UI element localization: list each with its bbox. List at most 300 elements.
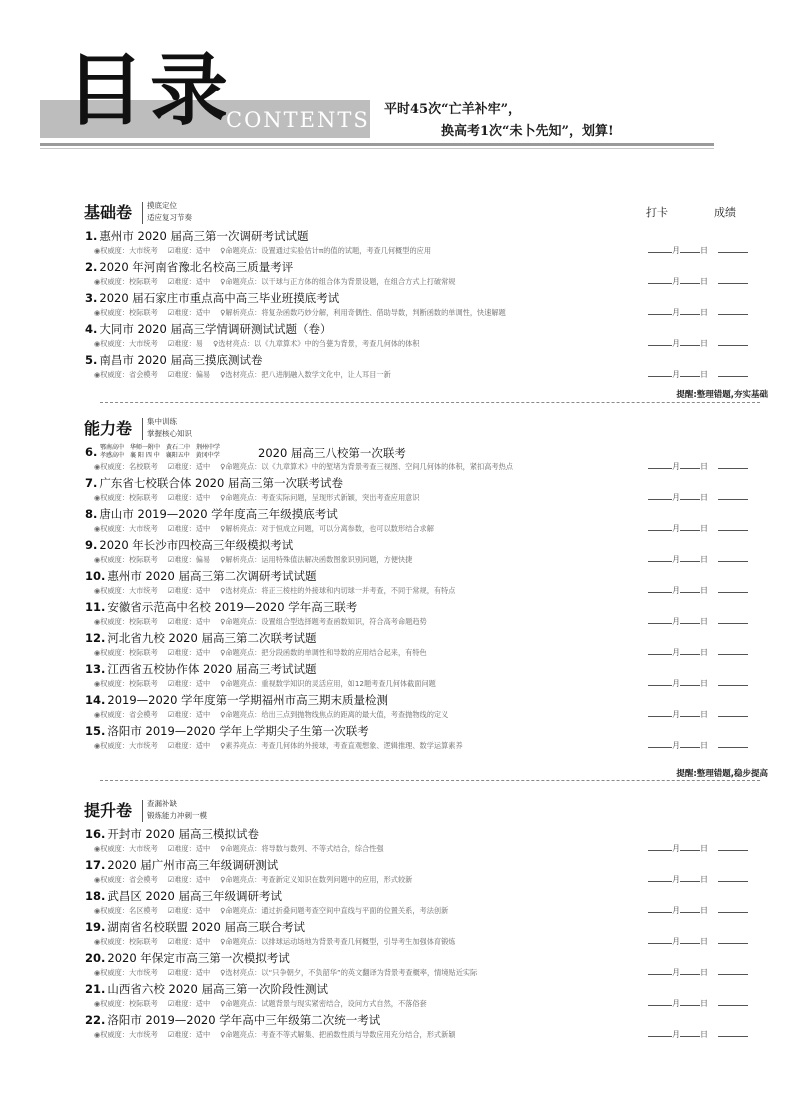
slogan-line-1: 平时45次“亡羊补牢”， <box>384 102 522 117</box>
month-blank[interactable] <box>648 842 672 851</box>
month-blank[interactable] <box>648 368 672 377</box>
authority-tag: ◉权威度：校际联考 <box>94 277 158 286</box>
authority-tag: ◉权威度：大市统考 <box>94 524 158 533</box>
day-label: 日 <box>700 875 708 884</box>
list-item <box>80 826 760 857</box>
authority-tag: ◉权威度：大市统考 <box>94 844 158 853</box>
score-blank[interactable] <box>718 314 748 315</box>
checkin-date[interactable] <box>648 306 708 318</box>
day-blank[interactable] <box>680 306 700 315</box>
highlight-tag: ♀选材亮点：把八进制融入数学文化中，让人耳目一新 <box>220 370 391 379</box>
score-blank[interactable] <box>718 850 748 851</box>
item-number: 19. <box>85 920 106 934</box>
item-title <box>85 600 357 615</box>
section-header <box>80 414 760 444</box>
day-blank[interactable] <box>680 935 700 944</box>
list-item <box>80 352 760 383</box>
score-blank[interactable] <box>718 283 748 284</box>
highlight-tag: ♀命题亮点：以《九章算术》中的堑堵为背景考查三视图、空间几何体的体积，紧扣高考热点 <box>220 462 513 471</box>
day-blank[interactable] <box>680 708 700 717</box>
checkin-date[interactable] <box>648 739 708 751</box>
highlight-tag: ♀命题亮点：设置通过实验估计π的值的试题，考查几何概型的应用 <box>220 246 432 255</box>
highlight-tag: ♀解析亮点：将复杂函数巧妙分解，利用奇偶性、借助导数，判断函数的单调性，快速解题 <box>220 308 506 317</box>
score-blank[interactable] <box>718 974 748 975</box>
authority-tag: ◉权威度：省会模考 <box>94 710 158 719</box>
difficulty-tag: ☑难度：偏易 <box>167 555 211 564</box>
item-title-text: 2019—2020 学年度第一学期福州市高三期末质量检测 <box>107 693 389 707</box>
score-blank[interactable] <box>718 912 748 913</box>
list-item <box>80 506 760 537</box>
month-blank[interactable] <box>648 491 672 500</box>
item-title-text: 安徽省示范高中名校 2019—2020 学年高三联考 <box>107 600 358 614</box>
section-bar <box>142 202 143 224</box>
day-blank[interactable] <box>680 615 700 624</box>
difficulty-tag: ☑难度：适中 <box>167 844 211 853</box>
difficulty-tag: ☑难度：适中 <box>167 937 211 946</box>
item-title-text: 2020 年保定市高三第一次模拟考试 <box>107 951 290 965</box>
checkin-date[interactable] <box>648 522 708 534</box>
section-desc-line: 锻炼能力冲刺一模 <box>147 811 207 820</box>
item-number: 5. <box>85 353 98 367</box>
day-blank[interactable] <box>680 368 700 377</box>
day-label: 日 <box>700 906 708 915</box>
item-number: 12. <box>85 631 106 645</box>
checkin-date[interactable] <box>648 646 708 658</box>
list-item <box>80 950 760 981</box>
score-blank[interactable] <box>718 1036 748 1037</box>
item-meta <box>94 555 422 565</box>
day-label: 日 <box>700 462 708 471</box>
month-blank[interactable] <box>648 904 672 913</box>
checkin-date[interactable] <box>648 275 708 287</box>
month-label: 月 <box>672 937 680 946</box>
section-title: 提升卷 <box>84 801 133 820</box>
item-title-text: 南昌市 2020 届高三摸底测试卷 <box>99 353 263 367</box>
list-item <box>80 857 760 888</box>
section-divider <box>100 780 760 781</box>
checkin-date[interactable] <box>648 966 708 978</box>
month-blank[interactable] <box>648 935 672 944</box>
item-meta <box>94 1030 465 1040</box>
list-item <box>80 919 760 950</box>
item-title-text: 2020 届高三八校第一次联考 <box>258 446 406 460</box>
month-blank[interactable] <box>648 553 672 562</box>
item-meta <box>94 741 473 751</box>
item-title <box>85 1013 380 1028</box>
item-meta <box>94 875 422 885</box>
authority-tag: ◉权威度：名校联考 <box>94 462 158 471</box>
checkin-date[interactable] <box>648 842 708 854</box>
column-score: 成绩 <box>714 206 736 219</box>
checkin-date[interactable] <box>648 1028 708 1040</box>
difficulty-tag: ☑难度：适中 <box>167 999 211 1008</box>
month-blank[interactable] <box>648 1028 672 1037</box>
difficulty-tag: ☑难度：适中 <box>167 875 211 884</box>
difficulty-tag: ☑难度：易 <box>167 339 203 348</box>
difficulty-tag: ☑难度：适中 <box>167 586 211 595</box>
school-list <box>100 444 220 460</box>
month-label: 月 <box>672 586 680 595</box>
month-label: 月 <box>672 308 680 317</box>
item-title-text: 山西省六校 2020 届高三第一次阶段性测试 <box>107 982 328 996</box>
highlight-tag: ♀解析亮点：运用特殊值法解决函数图象识别问题，方便快捷 <box>220 555 413 564</box>
section-tip: 提醒:整理错题,稳步提高 <box>676 769 768 779</box>
day-label: 日 <box>700 968 708 977</box>
list-item <box>80 321 760 352</box>
item-title-text: 河北省九校 2020 届高三第二次联考试题 <box>107 631 317 645</box>
item-number: 14. <box>85 693 106 707</box>
day-label: 日 <box>700 710 708 719</box>
section-divider <box>100 402 760 403</box>
item-number: 1. <box>85 229 98 243</box>
item-title-text: 2020 年河南省豫北名校高三质量考评 <box>99 260 294 274</box>
authority-tag: ◉权威度：校际联考 <box>94 493 158 502</box>
item-title <box>85 229 308 244</box>
item-title <box>85 889 282 904</box>
month-label: 月 <box>672 875 680 884</box>
difficulty-tag: ☑难度：适中 <box>167 617 211 626</box>
item-meta <box>94 493 430 503</box>
day-label: 日 <box>700 937 708 946</box>
score-blank[interactable] <box>718 881 748 882</box>
checkin-date[interactable] <box>648 935 708 947</box>
day-label: 日 <box>700 277 708 286</box>
checkin-date[interactable] <box>648 368 708 380</box>
section-bar <box>142 418 143 440</box>
checkin-date[interactable] <box>648 997 708 1009</box>
authority-tag: ◉权威度：校际联考 <box>94 999 158 1008</box>
section-header <box>80 198 760 228</box>
score-blank[interactable] <box>718 252 748 253</box>
authority-tag: ◉权威度：校际联考 <box>94 937 158 946</box>
month-blank[interactable] <box>648 708 672 717</box>
header-rule <box>40 143 714 146</box>
checkin-date[interactable] <box>648 708 708 720</box>
item-title <box>85 662 316 677</box>
item-number: 7. <box>85 476 98 490</box>
score-blank[interactable] <box>718 468 748 469</box>
list-item <box>80 537 760 568</box>
item-meta <box>94 462 523 472</box>
month-blank[interactable] <box>648 337 672 346</box>
highlight-tag: ♀命题亮点：通过折叠问题考查空间中直线与平面的位置关系，考法创新 <box>220 906 449 915</box>
list-item <box>80 981 760 1012</box>
school-list-line: 孝感高中 襄 阳 四 中 襄阳五中 黄冈中学 <box>100 452 220 459</box>
score-blank[interactable] <box>718 747 748 748</box>
item-title-text: 大同市 2020 届高三学情调研测试试题（卷） <box>99 322 332 336</box>
item-title-text: 惠州市 2020 届高三第二次调研考试试题 <box>107 569 317 583</box>
item-meta <box>94 968 487 978</box>
difficulty-tag: ☑难度：适中 <box>167 308 211 317</box>
month-label: 月 <box>672 246 680 255</box>
month-label: 月 <box>672 710 680 719</box>
item-number: 3. <box>85 291 98 305</box>
list-item <box>80 475 760 506</box>
item-title <box>85 951 290 966</box>
month-blank[interactable] <box>648 244 672 253</box>
item-title-text: 开封市 2020 届高三模拟试卷 <box>107 827 259 841</box>
day-label: 日 <box>700 524 708 533</box>
section-desc-line: 查漏补缺 <box>147 799 177 808</box>
month-label: 月 <box>672 741 680 750</box>
highlight-tag: ♀命题亮点：考查实际问题，呈现形式新颖，突出考查应用意识 <box>220 493 420 502</box>
difficulty-tag: ☑难度：适中 <box>167 462 211 471</box>
day-blank[interactable] <box>680 522 700 531</box>
section-improve <box>80 796 760 1043</box>
authority-tag: ◉权威度：大市统考 <box>94 339 158 348</box>
item-meta <box>94 246 441 256</box>
highlight-tag: ♀解析亮点：对于恒成立问题，可以分离参数，也可以数形结合求解 <box>220 524 434 533</box>
item-number: 15. <box>85 724 106 738</box>
item-number: 8. <box>85 507 98 521</box>
month-label: 月 <box>672 370 680 379</box>
item-title-text: 广东省七校联合体 2020 届高三第一次联考试卷 <box>99 476 343 490</box>
month-blank[interactable] <box>648 275 672 284</box>
authority-tag: ◉权威度：校际联考 <box>94 617 158 626</box>
item-title <box>85 538 293 553</box>
item-title <box>85 507 338 522</box>
item-title <box>85 827 259 842</box>
day-blank[interactable] <box>680 904 700 913</box>
item-meta <box>94 679 446 689</box>
item-number: 21. <box>85 982 106 996</box>
authority-tag: ◉权威度：校际联考 <box>94 679 158 688</box>
list-item <box>80 888 760 919</box>
item-title-text: 2020 届石家庄市重点高中高三毕业班摸底考试 <box>99 291 340 305</box>
month-label: 月 <box>672 999 680 1008</box>
item-meta <box>94 308 516 318</box>
day-label: 日 <box>700 844 708 853</box>
section-basic <box>80 198 760 383</box>
day-blank[interactable] <box>680 491 700 500</box>
item-title <box>85 322 331 337</box>
item-meta <box>94 648 437 658</box>
section-title: 基础卷 <box>84 203 133 222</box>
month-label: 月 <box>672 462 680 471</box>
highlight-tag: ♀命题亮点：把分段函数的单调性和导数的应用结合起来，有特色 <box>220 648 427 657</box>
item-title-text: 洛阳市 2019—2020 学年高中三年级第二次统一考试 <box>107 1013 381 1027</box>
day-blank[interactable] <box>680 460 700 469</box>
authority-tag: ◉权威度：大市统考 <box>94 968 158 977</box>
month-label: 月 <box>672 648 680 657</box>
difficulty-tag: ☑难度：适中 <box>167 524 211 533</box>
month-blank[interactable] <box>648 646 672 655</box>
month-label: 月 <box>672 493 680 502</box>
score-blank[interactable] <box>718 530 748 531</box>
month-blank[interactable] <box>648 677 672 686</box>
day-blank[interactable] <box>680 842 700 851</box>
item-meta <box>94 999 437 1009</box>
day-label: 日 <box>700 648 708 657</box>
month-blank[interactable] <box>648 306 672 315</box>
difficulty-tag: ☑难度：适中 <box>167 741 211 750</box>
difficulty-tag: ☑难度：适中 <box>167 679 211 688</box>
checkin-date[interactable] <box>648 491 708 503</box>
month-blank[interactable] <box>648 997 672 1006</box>
difficulty-tag: ☑难度：适中 <box>167 710 211 719</box>
list-item <box>80 692 760 723</box>
list-item <box>80 1012 760 1043</box>
month-label: 月 <box>672 844 680 853</box>
column-checkin: 打卡 <box>646 206 668 219</box>
difficulty-tag: ☑难度：适中 <box>167 246 211 255</box>
score-blank[interactable] <box>718 716 748 717</box>
day-blank[interactable] <box>680 553 700 562</box>
list-item <box>80 444 760 475</box>
item-title <box>85 260 293 275</box>
list-item <box>80 599 760 630</box>
contents-label: CONTENTS <box>226 108 370 132</box>
section-desc-line: 集中训练 <box>147 417 177 426</box>
item-title <box>85 982 328 997</box>
score-blank[interactable] <box>718 376 748 377</box>
day-blank[interactable] <box>680 997 700 1006</box>
checkin-date[interactable] <box>648 677 708 689</box>
difficulty-tag: ☑难度：适中 <box>167 968 211 977</box>
score-blank[interactable] <box>718 561 748 562</box>
item-title-text: 2020 年长沙市四校高三年级模拟考试 <box>99 538 294 552</box>
item-title-text: 唐山市 2019—2020 学年度高三年级摸底考试 <box>99 507 338 521</box>
day-blank[interactable] <box>680 739 700 748</box>
day-label: 日 <box>700 246 708 255</box>
score-blank[interactable] <box>718 654 748 655</box>
item-title <box>85 445 99 460</box>
item-number: 22. <box>85 1013 106 1027</box>
page-title: 目录 <box>66 45 235 136</box>
day-label: 日 <box>700 339 708 348</box>
checkin-date[interactable] <box>648 615 708 627</box>
highlight-tag: ♀命题亮点：重视数学知识的灵活应用，如12题考查几何体截面问题 <box>220 679 436 688</box>
month-label: 月 <box>672 339 680 348</box>
checkin-date[interactable] <box>648 553 708 565</box>
authority-tag: ◉权威度：名区模考 <box>94 906 158 915</box>
month-blank[interactable] <box>648 460 672 469</box>
item-meta <box>94 617 437 627</box>
section-header <box>80 796 760 826</box>
highlight-tag: ♀命题亮点：以干球与正方体的组合体为背景设题，在组合方式上打破常规 <box>220 277 456 286</box>
authority-tag: ◉权威度：大市统考 <box>94 586 158 595</box>
day-label: 日 <box>700 741 708 750</box>
checkin-date[interactable] <box>648 460 708 472</box>
item-title <box>85 920 305 935</box>
item-number: 16. <box>85 827 106 841</box>
section-desc <box>147 798 207 822</box>
day-blank[interactable] <box>680 584 700 593</box>
item-title <box>85 569 316 584</box>
day-blank[interactable] <box>680 1028 700 1037</box>
section-desc-line: 掌握核心知识 <box>147 429 192 438</box>
item-title <box>85 631 316 646</box>
month-blank[interactable] <box>648 615 672 624</box>
difficulty-tag: ☑难度：适中 <box>167 648 211 657</box>
highlight-tag: ♀命题亮点：将导数与数列、不等式结合，综合性强 <box>220 844 384 853</box>
highlight-tag: ♀选材亮点：以“只争朝夕，不负韶华”的英文翻译为背景考查概率，情境贴近实际 <box>220 968 478 977</box>
month-blank[interactable] <box>648 873 672 882</box>
score-blank[interactable] <box>718 1005 748 1006</box>
day-blank[interactable] <box>680 337 700 346</box>
list-item <box>80 661 760 692</box>
score-blank[interactable] <box>718 943 748 944</box>
day-label: 日 <box>700 1030 708 1039</box>
checkin-date[interactable] <box>648 904 708 916</box>
checkin-date[interactable] <box>648 584 708 596</box>
highlight-tag: ♀命题亮点：试题背景与现实紧密结合，设问方式自然，不落俗套 <box>220 999 427 1008</box>
day-blank[interactable] <box>680 966 700 975</box>
item-title <box>85 693 388 708</box>
difficulty-tag: ☑难度：适中 <box>167 493 211 502</box>
list-item <box>80 259 760 290</box>
day-blank[interactable] <box>680 873 700 882</box>
difficulty-tag: ☑难度：适中 <box>167 906 211 915</box>
month-label: 月 <box>672 617 680 626</box>
month-label: 月 <box>672 906 680 915</box>
item-meta <box>94 906 458 916</box>
item-number: 18. <box>85 889 106 903</box>
month-blank[interactable] <box>648 584 672 593</box>
day-label: 日 <box>700 308 708 317</box>
section-tip: 提醒:整理错题,夯实基础 <box>676 390 768 400</box>
authority-tag: ◉权威度：校际联考 <box>94 648 158 657</box>
day-label: 日 <box>700 555 708 564</box>
month-blank[interactable] <box>648 739 672 748</box>
section-ability <box>80 414 760 754</box>
day-blank[interactable] <box>680 646 700 655</box>
item-title-text: 洛阳市 2019—2020 学年上学期尖子生第一次联考 <box>107 724 369 738</box>
authority-tag: ◉权威度：省会模考 <box>94 370 158 379</box>
day-blank[interactable] <box>680 677 700 686</box>
item-meta <box>94 370 401 380</box>
item-meta <box>94 586 465 596</box>
score-blank[interactable] <box>718 592 748 593</box>
item-meta <box>94 844 394 854</box>
item-title <box>85 476 343 491</box>
item-title <box>85 353 262 368</box>
item-title <box>85 291 339 306</box>
difficulty-tag: ☑难度：适中 <box>167 1030 211 1039</box>
highlight-tag: ♀命题亮点：以排球运动场地为背景考查几何概型，引导考生加强体育锻炼 <box>220 937 456 946</box>
section-desc-line: 摸底定位 <box>147 201 177 210</box>
month-label: 月 <box>672 524 680 533</box>
day-blank[interactable] <box>680 244 700 253</box>
section-desc <box>147 416 192 440</box>
item-title <box>85 858 278 873</box>
day-blank[interactable] <box>680 275 700 284</box>
item-number: 20. <box>85 951 106 965</box>
authority-tag: ◉权威度：大市统考 <box>94 246 158 255</box>
checkin-date[interactable] <box>648 244 708 256</box>
list-item <box>80 723 760 754</box>
score-blank[interactable] <box>718 685 748 686</box>
checkin-date[interactable] <box>648 873 708 885</box>
list-item <box>80 630 760 661</box>
authority-tag: ◉权威度：省会模考 <box>94 875 158 884</box>
month-blank[interactable] <box>648 966 672 975</box>
day-label: 日 <box>700 586 708 595</box>
score-blank[interactable] <box>718 623 748 624</box>
item-meta <box>94 937 465 947</box>
header <box>0 0 790 160</box>
section-bar <box>142 800 143 822</box>
month-label: 月 <box>672 968 680 977</box>
highlight-tag: ♀命题亮点：设置组合型选择题考查函数知识，符合高考命题趋势 <box>220 617 427 626</box>
score-blank[interactable] <box>718 345 748 346</box>
list-item <box>80 290 760 321</box>
month-blank[interactable] <box>648 522 672 531</box>
difficulty-tag: ☑难度：适中 <box>167 277 211 286</box>
score-blank[interactable] <box>718 499 748 500</box>
checkin-date[interactable] <box>648 337 708 349</box>
item-number: 2. <box>85 260 98 274</box>
